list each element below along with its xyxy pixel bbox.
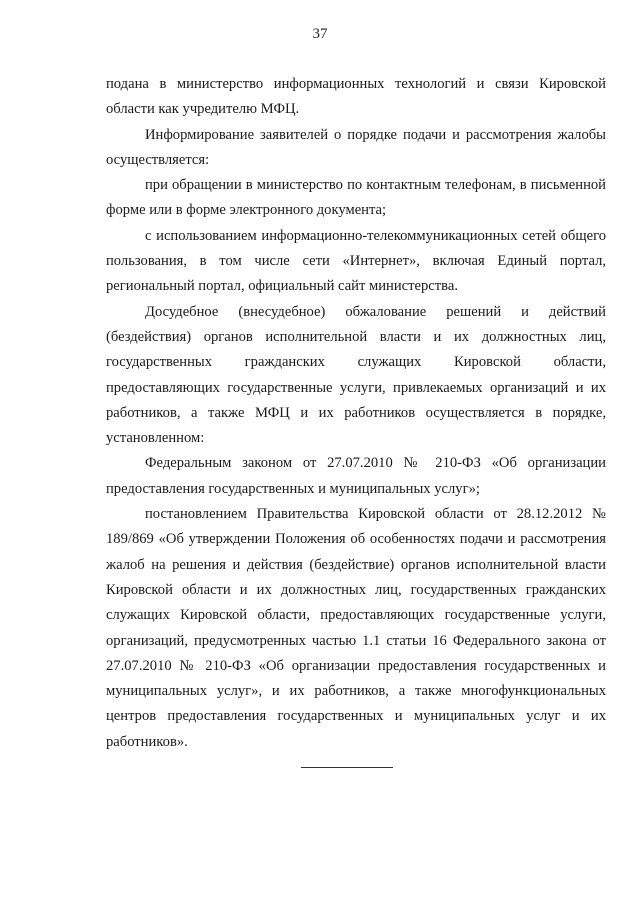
document-body [106, 72, 606, 755]
end-divider [301, 767, 393, 768]
paragraph-7: постановлением Правительства Кировской области от 28.12.2012 № 189/869 «Об утверждении Положения об особенностях подачи и рассмотрения жалоб на решения и действия (бездействие) органов исполнительной власти Кировской области и их должностных лиц, государственных гражданских служащих Кировской области, предоставляющих государственные услуги, организаций, предусмотренных частью 1.1 статьи 16 Федерального закона от 27.07.2010 № 210-ФЗ «Об организации предоставления государственных и муниципальных услуг», и их работников, а также многофункциональных центров предоставления государственных и муниципальных услуг и их работников». [106, 506, 606, 750]
paragraph-1: подана в министерство информационных технологий и связи Кировской области как учредителю МФЦ. [106, 76, 606, 118]
paragraph-4: с использованием информационно-телекоммуникационных сетей общего пользования, в том числе сети «Интернет», включая Единый портал, региональный портал, официальный сайт министерства. [106, 227, 606, 295]
paragraph-6: Федеральным законом от 27.07.2010 № 210-ФЗ «Об организации предоставления государственных и муниципальных услуг»; [106, 455, 606, 497]
page-number: 37 [312, 26, 328, 42]
paragraph-2: Информирование заявителей о порядке подачи и рассмотрения жалобы осуществляется: [106, 126, 606, 168]
paragraph-5: Досудебное (внесудебное) обжалование решений и действий (бездействия) органов исполнительной власти и их должностных лиц, государственных гражданских служащих Кировской области, предоставляющих государственные услуги, привлекаемых организаций и их работников, а также МФЦ и их работников осуществляется в порядке, установленном: [106, 303, 606, 447]
paragraph-3: при обращении в министерство по контактным телефонам, в письменной форме или в форме электронного документа; [106, 177, 606, 219]
